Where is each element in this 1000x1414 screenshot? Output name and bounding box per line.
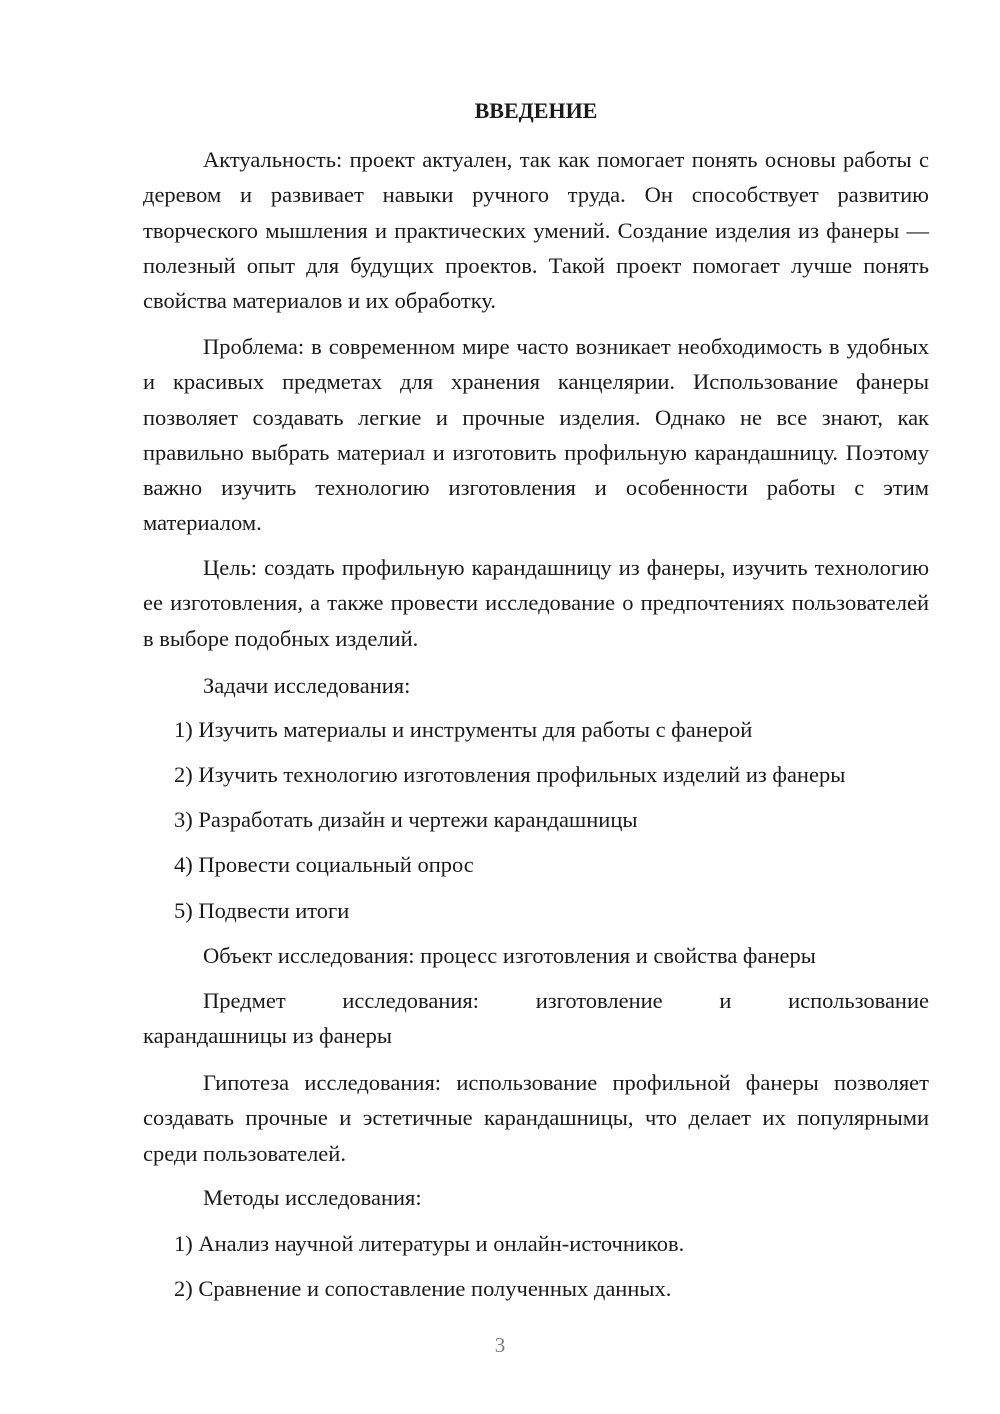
task-item: 1) Изучить материалы и инструменты для работы с фанерой [174, 717, 753, 742]
paragraph-goal: Цель: создать профильную карандашницу из фанеры, изучить технологию ее изготовления, а также провести исследование о предпочтениях пользователей в выборе подобных изделий. [143, 555, 929, 651]
subject-word: и [719, 988, 732, 1013]
paragraph-actuality: Актуальность: проект актуален, так как помогает понять основы работы с деревом и развивает навыки ручного труда. Он способствует развитию творческого мышления и практических умений. Создание изделия из фанеры — полезный опыт для будущих проектов. Такой проект помогает лучше понять свойства материалов и их обработку. [143, 147, 929, 314]
task-item: 2) Изучить технологию изготовления профильных изделий из фанеры [174, 762, 846, 787]
paragraph-problem: Проблема: в современном мире часто возникает необходимость в удобных и красивых предметах для хранения канцелярии. Использование фанеры позволяет создавать легкие и прочные изделия. Однако не все знают, как правильно выбрать материал и изготовить профильную карандашницу. Поэтому важно изучить технологию изготовления и особенности работы с этим материалом. [143, 334, 929, 536]
subject-word: изготовление [535, 988, 663, 1013]
page-number: 3 [494, 1333, 506, 1357]
tasks-label: Задачи исследования: [203, 673, 411, 698]
research-object: Объект исследования: процесс изготовления и свойства фанеры [203, 943, 816, 968]
task-item: 4) Провести социальный опрос [174, 852, 474, 877]
subject-word: использование [788, 988, 929, 1013]
methods-label: Методы исследования: [203, 1185, 422, 1210]
paragraph-hypothesis: Гипотеза исследования: использование профильной фанеры позволяет создавать прочные и эстетичные карандашницы, что делает их популярными среди пользователей. [143, 1070, 929, 1166]
section-heading: ВВЕДЕНИЕ [474, 98, 598, 123]
research-subject-line [143, 985, 929, 1017]
task-item: 3) Разработать дизайн и чертежи карандашницы [174, 807, 638, 832]
method-item: 2) Сравнение и сопоставление полученных данных. [174, 1276, 672, 1301]
task-item: 5) Подвести итоги [174, 898, 350, 923]
research-subject-continuation: карандашницы из фанеры [143, 1023, 392, 1048]
method-item: 1) Анализ научной литературы и онлайн-источников. [174, 1231, 685, 1256]
subject-word: исследования: [342, 988, 480, 1013]
subject-word: Предмет [203, 988, 286, 1013]
